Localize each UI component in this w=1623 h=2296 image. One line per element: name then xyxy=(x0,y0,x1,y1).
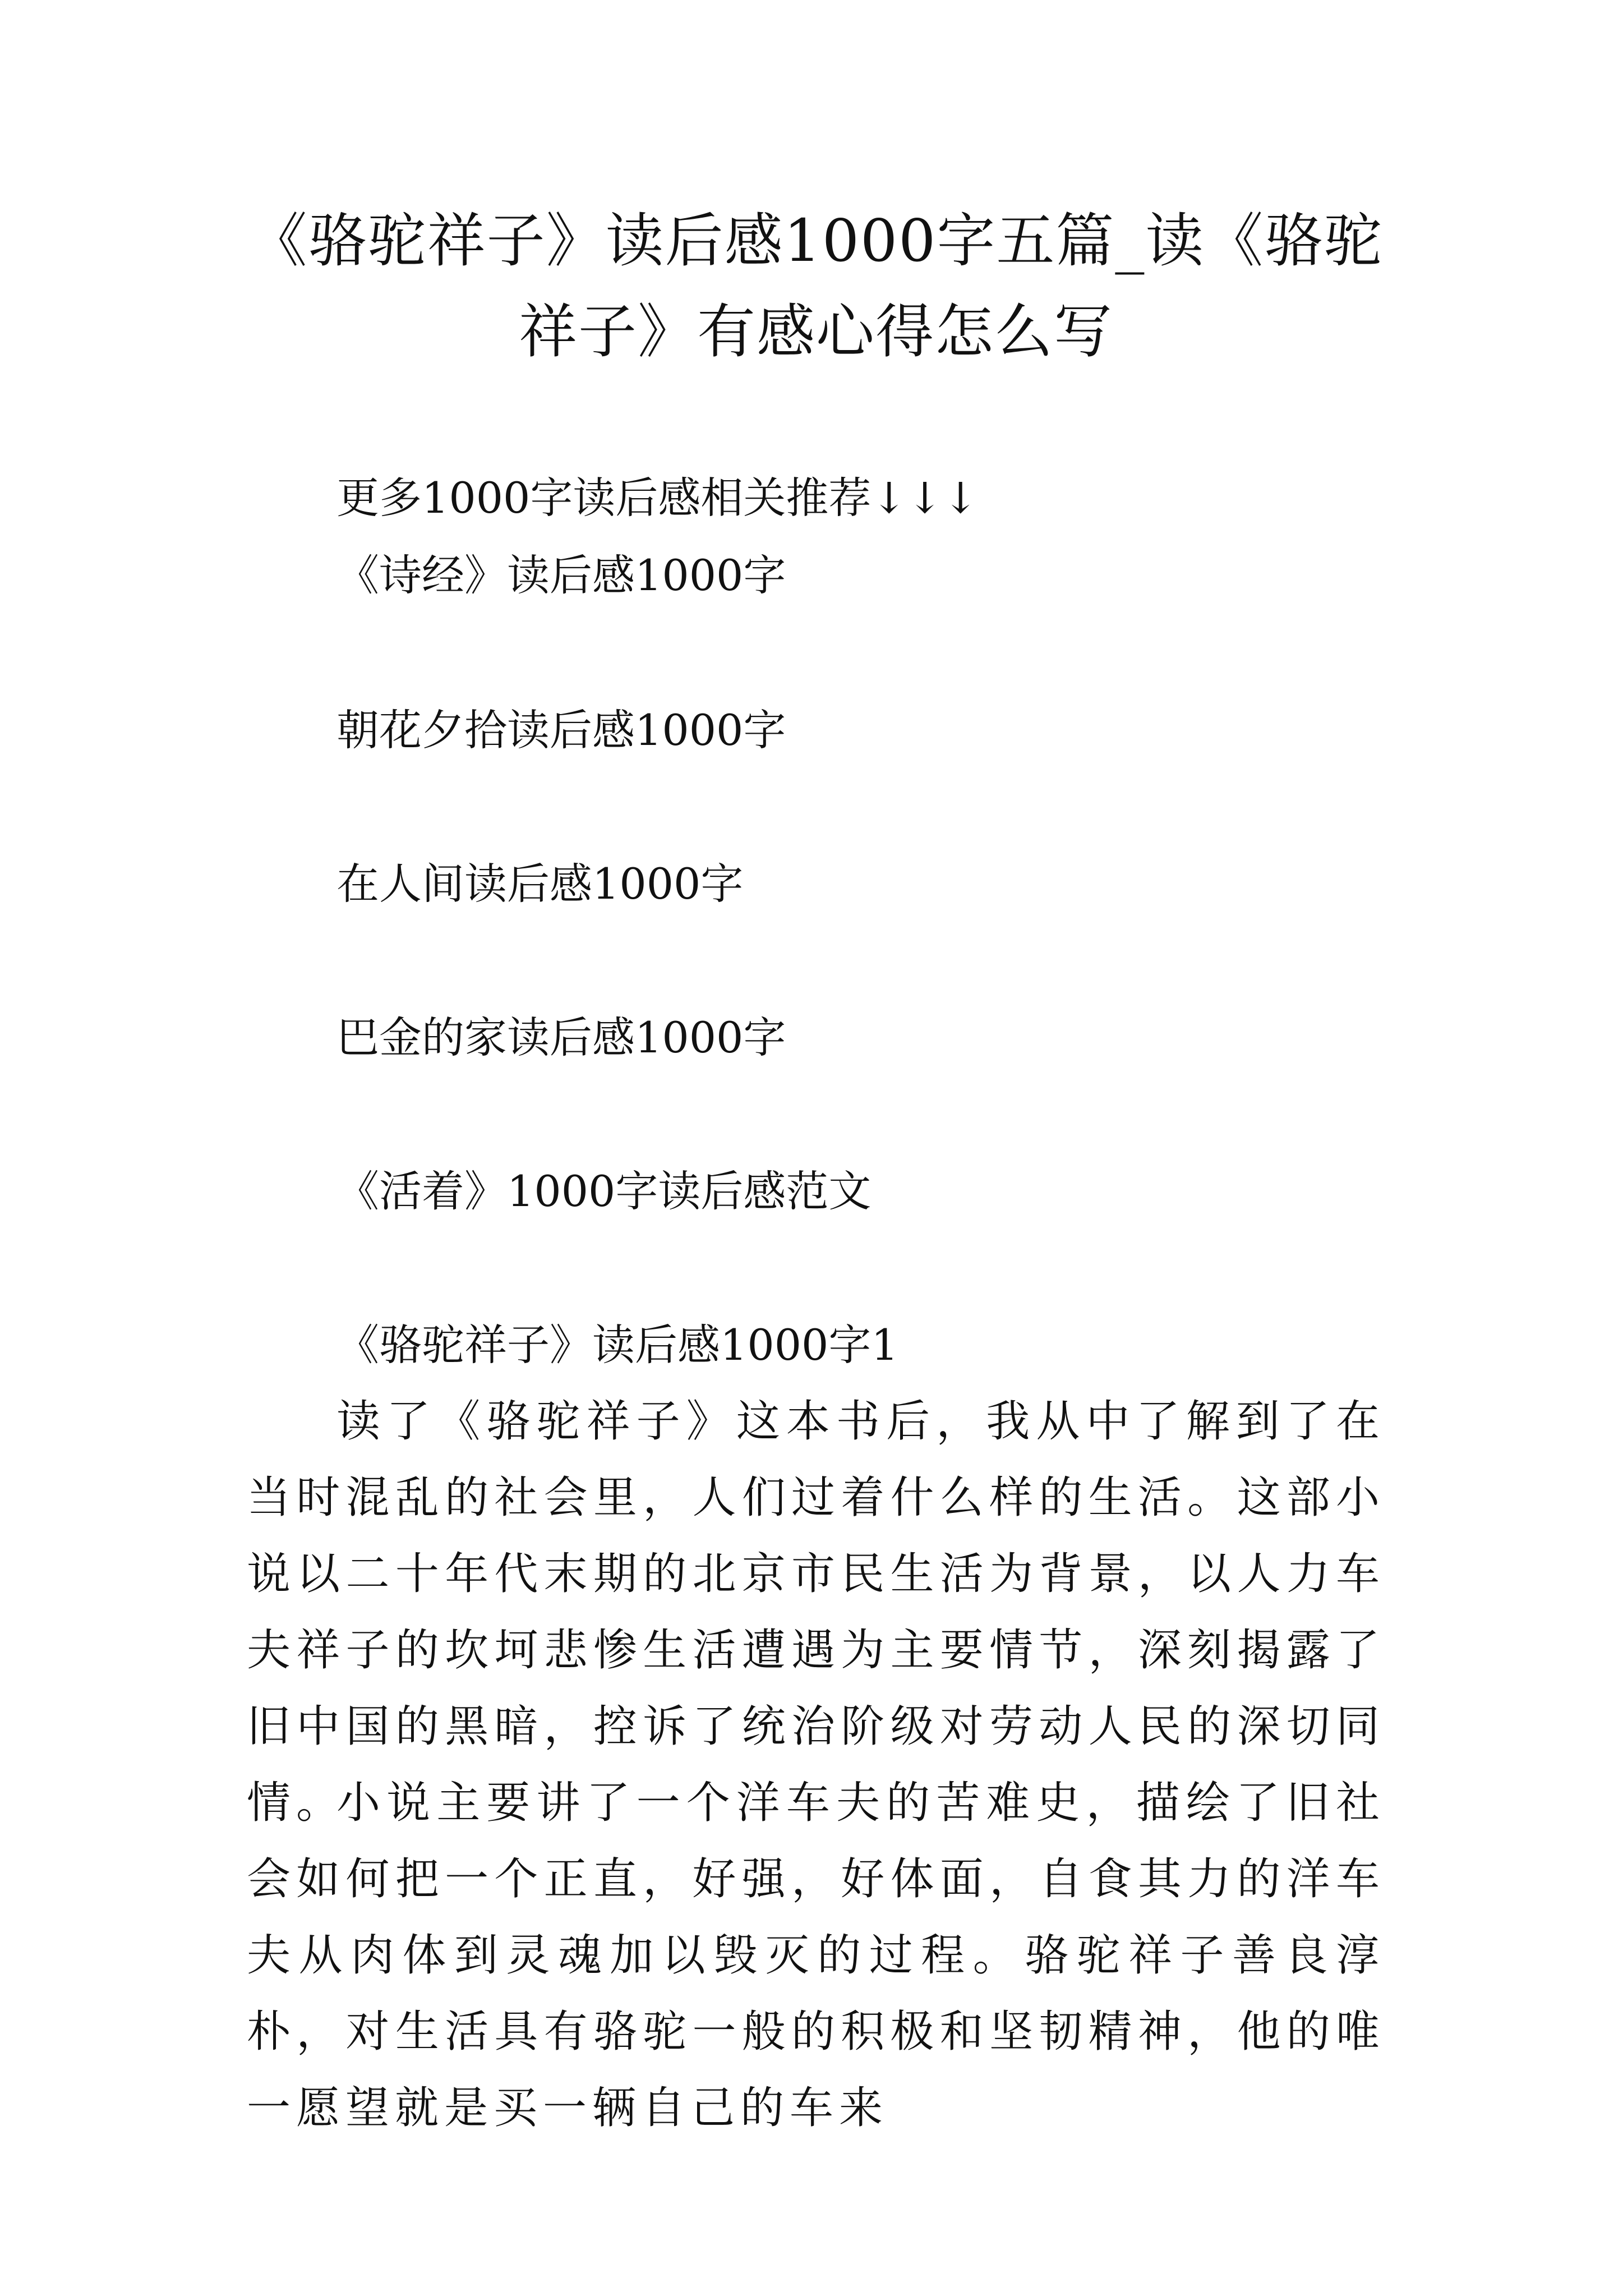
paragraph-1: 读了《骆驼祥子》这本书后，我从中了解到了在当时混乱的社会里，人们过着什么样的生活。这部小说以二十年代末期的北京市民生活为背景，以人力车夫祥子的坎坷悲惨生活遭遇为主要情节，深刻揭露了旧中国的黑暗，控诉了统治阶级对劳动人民的深切同情。 xyxy=(247,1396,1385,1828)
link-huozhe[interactable]: 《活着》1000字读后感范文 xyxy=(336,1166,872,1216)
paragraph-2: 小说主要讲了一个洋车夫的苦难史，描绘了旧社会如何把一个正直，好强，好体面，自食其力的洋车夫从肉体到灵魂加以毁灭的过程。骆驼祥子善良淳朴，对生活具有骆驼一般的积极和坚韧精神，他的唯一愿望就是买一辆自己的车来 xyxy=(247,1778,1385,2133)
recommend-header: 更多1000字读后感相关推荐↓↓↓ xyxy=(336,473,979,523)
link-shijing[interactable]: 《诗经》读后感1000字 xyxy=(336,550,786,600)
link-zairenjian[interactable]: 在人间读后感1000字 xyxy=(336,859,744,909)
link-bajin-jia[interactable]: 巴金的家读后感1000字 xyxy=(336,1013,786,1062)
document-title: 《骆驼祥子》读后感1000字五篇_读《骆驼祥子》有感心得怎么写 xyxy=(248,206,1384,366)
section-heading: 《骆驼祥子》读后感1000字1 xyxy=(336,1320,898,1370)
link-zhaohuaxishi[interactable]: 朝花夕拾读后感1000字 xyxy=(336,705,786,755)
